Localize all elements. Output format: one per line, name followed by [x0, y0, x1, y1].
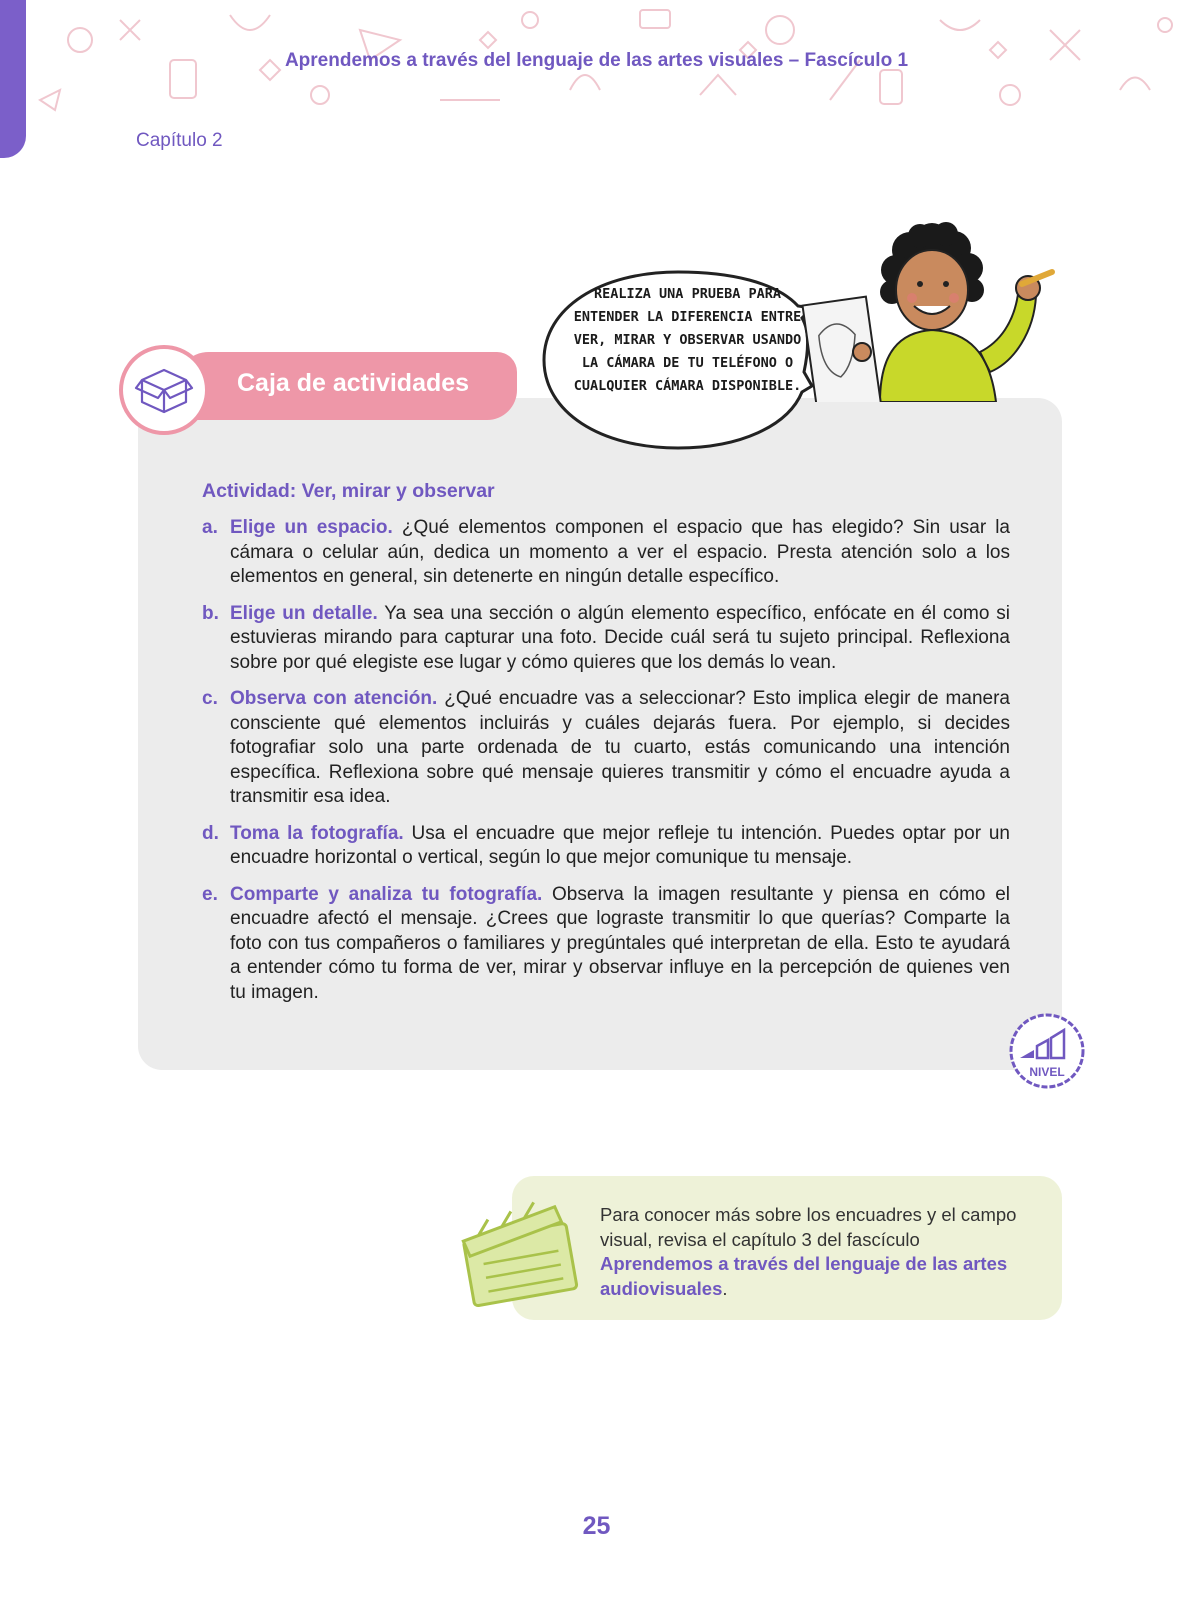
student-character-illustration [800, 222, 1100, 402]
step-lead: Comparte y analiza tu fotografía. [230, 883, 543, 905]
step-text: Usa el encuadre que mejor refleje tu intención. Puedes optar por un encuadre horizontal o vertical, según lo que mejor comunique tu mensaje. [230, 822, 1010, 868]
step-letter: c. [202, 688, 218, 709]
activity-step [202, 516, 1010, 590]
step-text: Observa la imagen resultante y piensa en cómo el encuadre afectó el mensaje. ¿Crees que lograste transmitir lo que querías? Comparte la foto con tus compañeros o familiares y pregúntales qué interpretan de ella. Esto te ayudará a entender cómo tu forma de ver, mirar y observar influye en la percepción de quienes ven tu imagen. [230, 883, 1011, 1003]
box-icon [134, 360, 194, 420]
step-text: ¿Qué elementos componen el espacio que has elegido? Sin usar la cámara o celular aún, dedica un momento a ver el espacio. Presta atención solo a los elementos en general, sin detenerte en ningún detalle específico. [230, 517, 1011, 587]
info-text-body: Para conocer más sobre los encuadres y el campo visual, revisa el capítulo 3 del fascículo [600, 1204, 1017, 1250]
activity-steps-list [202, 516, 1010, 1017]
step-letter: a. [202, 517, 218, 538]
side-tab-marker [0, 0, 26, 158]
step-letter: d. [202, 822, 219, 844]
activity-heading: Actividad: Ver, mirar y observar [202, 480, 495, 502]
step-letter: e. [202, 883, 218, 905]
speech-bubble-text: REALIZA UNA PRUEBA PARA ENTENDER LA DIFERENCIA ENTRE VER, MIRAR Y OBSERVAR USANDO LA CÁMARA DE TU TELÉFONO O CUALQUIER CÁMARA DISPONIBLE. [573, 286, 802, 394]
info-callout-text [600, 1203, 1030, 1301]
activity-step [202, 883, 1010, 1006]
chapter-label: Capítulo 2 [136, 130, 223, 151]
activity-step [202, 822, 1010, 871]
fascicle-title: Aprendemos a través del lenguaje de las artes visuales – Fascículo 1 [284, 50, 909, 71]
step-lead: Elige un detalle. [230, 602, 378, 624]
step-lead: Observa con atención. [230, 688, 438, 709]
activity-box-icon-badge [119, 345, 209, 435]
step-lead: Toma la fotografía. [230, 822, 404, 844]
fascicle-reference-link[interactable]: Aprendemos a través del lenguaje de las artes audiovisuales [600, 1253, 1008, 1299]
activity-step [202, 687, 1010, 810]
step-letter: b. [202, 602, 219, 624]
level-label: NIVEL [1029, 1065, 1065, 1079]
page-number: 25 [582, 1512, 611, 1540]
level-badge [1006, 1010, 1088, 1092]
clapperboard-icon [452, 1192, 582, 1310]
activity-step [202, 602, 1010, 676]
activity-box-title: Caja de actividades [237, 369, 470, 397]
step-text: Ya sea una sección o algún elemento específico, enfócate en él como si estuvieras mirando para capturar una foto. Decide cuál será tu sujeto principal. Reflexiona sobre por qué elegiste ese lugar y cómo quieres que los demás lo vean. [230, 602, 1010, 673]
info-text-trailing: . [722, 1277, 728, 1299]
step-text: ¿Qué encuadre vas a seleccionar? Esto implica elegir de manera consciente qué elementos incluirás y cuáles dejarás fuera. Por ejemplo, si decides fotografiar solo una parte ordenada de tu cuarto, estás comunicando una intención específica. Reflexiona sobre qué mensaje quieres transmitir y cómo el encuadre ayuda a transmitir esa idea. [230, 688, 1010, 807]
step-lead: Elige un espacio. [230, 517, 393, 538]
